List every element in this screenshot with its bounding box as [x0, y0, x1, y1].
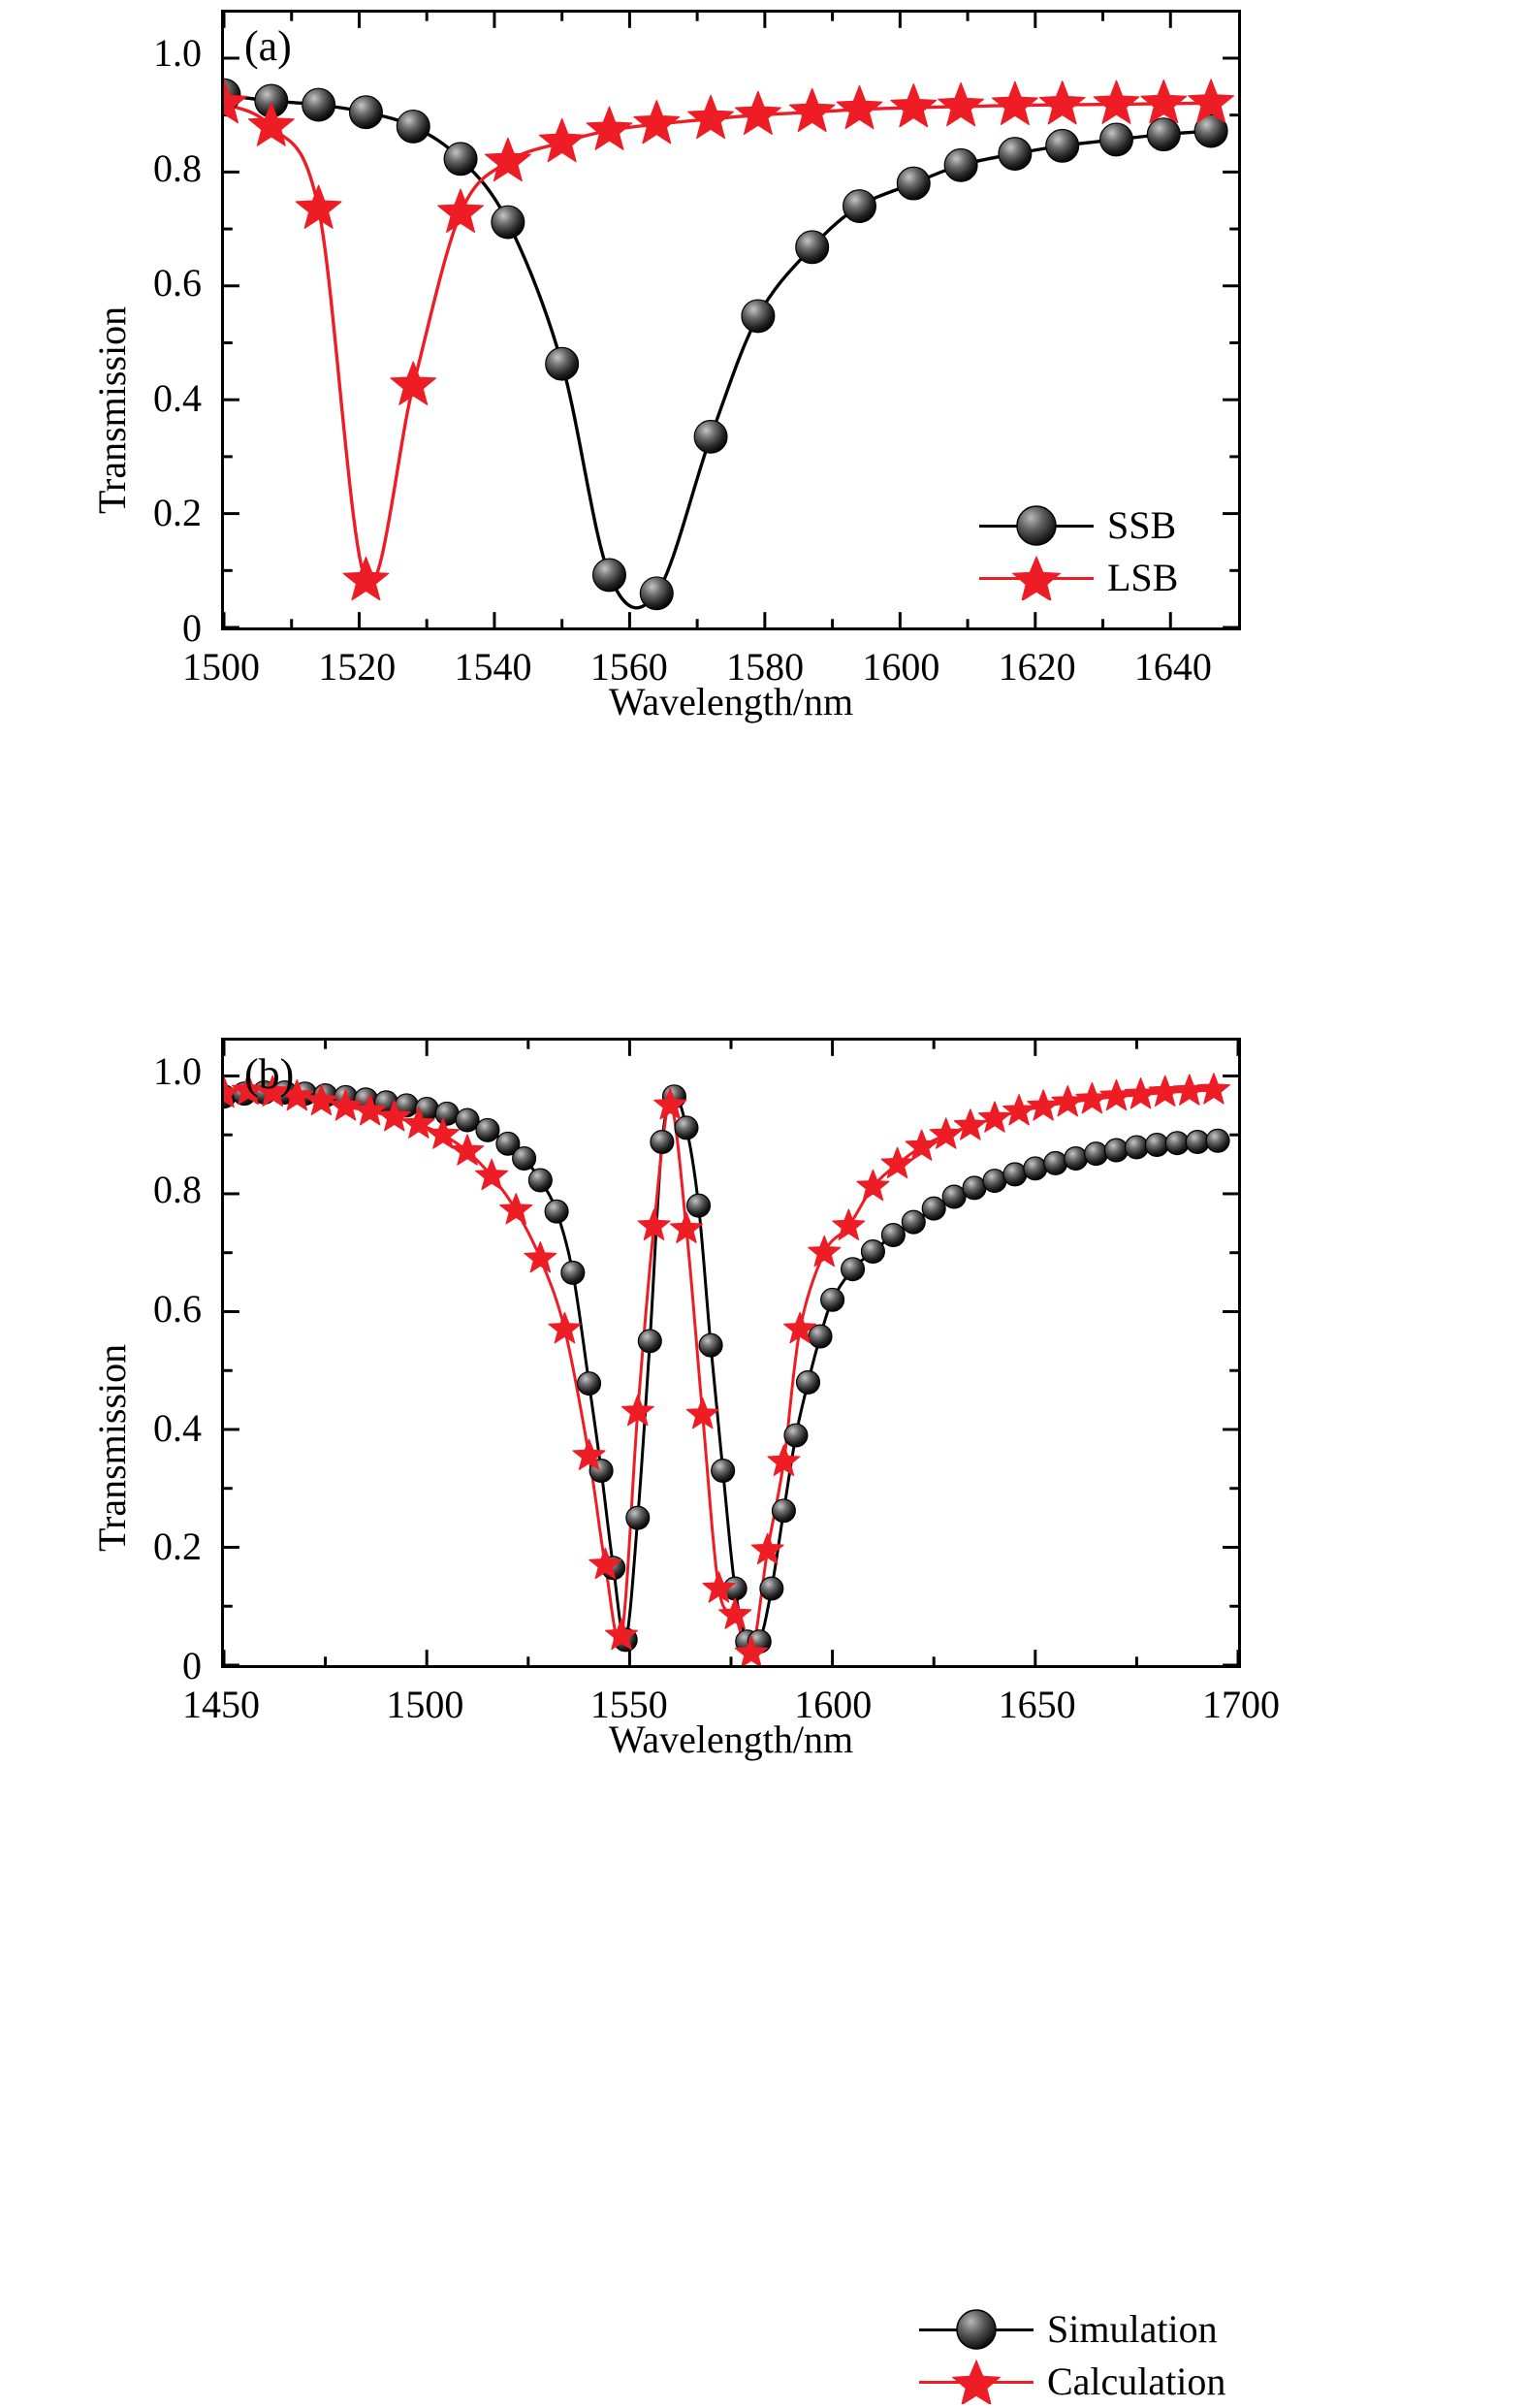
x-tick-label: 1560 [589, 645, 668, 689]
x-tick-label: 1500 [182, 645, 260, 689]
x-tick-label: 1650 [998, 1683, 1076, 1726]
x-tick-label: 1500 [386, 1683, 464, 1726]
x-tick-label: 1580 [726, 645, 805, 689]
x-tick-label: 1700 [1202, 1683, 1280, 1726]
y-axis-label-a: Transmission [90, 305, 134, 514]
x-tick-label: 1600 [862, 645, 940, 689]
plot-area-b [221, 1038, 1241, 1668]
x-tick-label: 1540 [454, 645, 532, 689]
legend-sample-ssb [979, 503, 1094, 548]
panel-label-a: (a) [244, 22, 292, 70]
circle-icon [949, 2307, 1003, 2352]
y-tick-label: 1.0 [153, 31, 202, 76]
x-tick-label: 1600 [794, 1683, 873, 1726]
legend-label-simulation: Simulation [1047, 2307, 1218, 2351]
y-tick-label: 0.6 [153, 261, 202, 305]
y-tick-label: 0 [182, 1644, 202, 1687]
chart-panel-a [0, 0, 1527, 1009]
star-icon [949, 2360, 1003, 2404]
y-tick-label: 0.8 [153, 1168, 202, 1212]
y-tick-label: 0.2 [153, 1525, 202, 1569]
legend-item-lsb [979, 552, 1178, 604]
x-tick-label: 1520 [318, 645, 397, 689]
legend-b [919, 2303, 1225, 2408]
plot-canvas-b [224, 1041, 1238, 1665]
star-icon [1009, 556, 1064, 600]
panel-label-b: (b) [244, 1050, 295, 1098]
legend-sample-simulation [919, 2307, 1034, 2352]
legend-sample-lsb [979, 556, 1094, 600]
x-tick-label: 1620 [998, 645, 1076, 689]
legend-item-simulation [919, 2303, 1225, 2356]
y-tick-label: 0.6 [153, 1287, 202, 1332]
x-tick-label: 1550 [589, 1683, 668, 1726]
legend-label-ssb: SSB [1107, 503, 1177, 547]
x-tick-label: 1640 [1133, 645, 1212, 689]
legend-item-calculation [919, 2356, 1225, 2408]
y-tick-label: 0.8 [153, 145, 202, 190]
y-axis-label-b: Transmission [90, 1343, 134, 1552]
chart-panel-b [0, 1028, 1527, 2403]
x-tick-label: 1450 [182, 1683, 260, 1726]
legend-sample-calculation [919, 2360, 1034, 2404]
y-tick-label: 0.2 [153, 491, 202, 535]
y-tick-label: 1.0 [153, 1048, 202, 1093]
y-tick-label: 0.4 [153, 375, 202, 420]
circle-icon [1009, 503, 1064, 548]
x-axis-label-b: Wavelength/nm [608, 1718, 854, 1761]
legend-label-calculation: Calculation [1047, 2360, 1226, 2403]
y-tick-label: 0.4 [153, 1405, 202, 1450]
x-axis-label-a: Wavelength/nm [608, 680, 854, 723]
legend-label-lsb: LSB [1107, 556, 1179, 599]
legend-a [979, 499, 1178, 604]
legend-item-ssb [979, 499, 1178, 552]
y-tick-label: 0 [182, 606, 202, 650]
